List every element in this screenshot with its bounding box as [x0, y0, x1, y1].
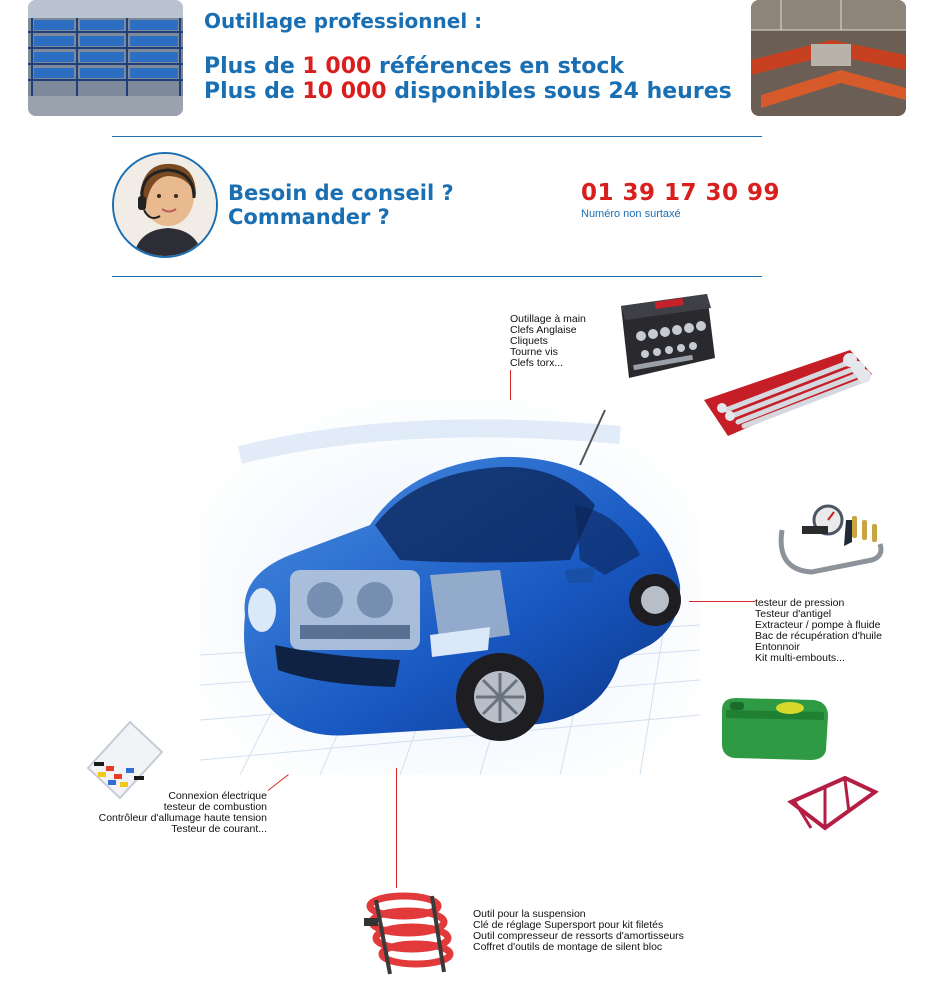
hand-tools-list [510, 314, 586, 369]
advice-question: Besoin de conseil ? [228, 181, 454, 205]
list-item[interactable]: Clefs torx... [510, 357, 564, 369]
list-item[interactable]: Tourne vis [510, 346, 558, 358]
banner-title: Outillage professionnel : [204, 9, 483, 33]
banner-stock-line: Plus de 1 000 références en stock [204, 54, 625, 79]
hand-tools-connector [510, 370, 511, 400]
list-item[interactable]: Outil compresseur de ressorts d'amortisseurs [473, 930, 684, 942]
list-item[interactable]: Testeur d'antigel [755, 608, 832, 620]
oil-drain-pan-image[interactable] [716, 690, 832, 764]
suspension-connector [396, 768, 397, 888]
order-question: Commander ? [228, 205, 390, 229]
list-item[interactable]: Coffret d'outils de montage de silent bloc [473, 941, 663, 953]
conveyor-warehouse-image [751, 0, 906, 116]
connector-kit-image[interactable] [84, 718, 164, 802]
banner-headline [204, 8, 732, 104]
support-agent-avatar [112, 152, 218, 258]
list-item[interactable]: Extracteur / pompe à fluide [755, 619, 881, 631]
car-illustration [200, 395, 700, 775]
contact-question [228, 181, 454, 229]
list-item[interactable]: Kit multi-embouts... [755, 652, 845, 664]
list-item[interactable]: Bac de récupération d'huile [755, 630, 882, 642]
list-item[interactable]: Connexion électrique [168, 790, 267, 802]
stock-count: 1 000 [302, 54, 372, 79]
electrical-list [99, 791, 267, 835]
divider-top [112, 136, 762, 137]
list-item[interactable]: Testeur de courant... [171, 823, 267, 835]
warehouse-shelves-image [28, 0, 183, 116]
list-item[interactable]: Entonnoir [755, 641, 800, 653]
fluids-connector [689, 601, 755, 602]
list-item[interactable]: Clé de réglage Supersport pour kit filetés [473, 919, 664, 931]
spring-compressor-image[interactable] [356, 890, 460, 980]
phone-note: Numéro non surtaxé [581, 208, 681, 220]
list-item[interactable]: Outillage à main [510, 313, 586, 325]
car-ramp-image[interactable] [785, 772, 879, 834]
wrench-set-image[interactable] [700, 340, 878, 450]
list-item[interactable]: Clefs Anglaise [510, 324, 577, 336]
fluids-list [755, 598, 882, 664]
list-item[interactable]: Outil pour la suspension [473, 908, 586, 920]
banner-availability-line: Plus de 10 000 disponibles sous 24 heures [204, 79, 732, 104]
suspension-list [473, 909, 684, 953]
list-item[interactable]: Contrôleur d'allumage haute tension [98, 812, 267, 824]
available-count: 10 000 [302, 79, 387, 104]
list-item[interactable]: testeur de pression [755, 597, 845, 609]
list-item[interactable]: Cliquets [510, 335, 548, 347]
list-item[interactable]: testeur de combustion [163, 801, 267, 813]
electrical-connector [268, 774, 289, 791]
pressure-tester-image[interactable] [772, 500, 887, 580]
divider-bottom [112, 276, 762, 277]
phone-number[interactable]: 01 39 17 30 99 [581, 180, 781, 206]
